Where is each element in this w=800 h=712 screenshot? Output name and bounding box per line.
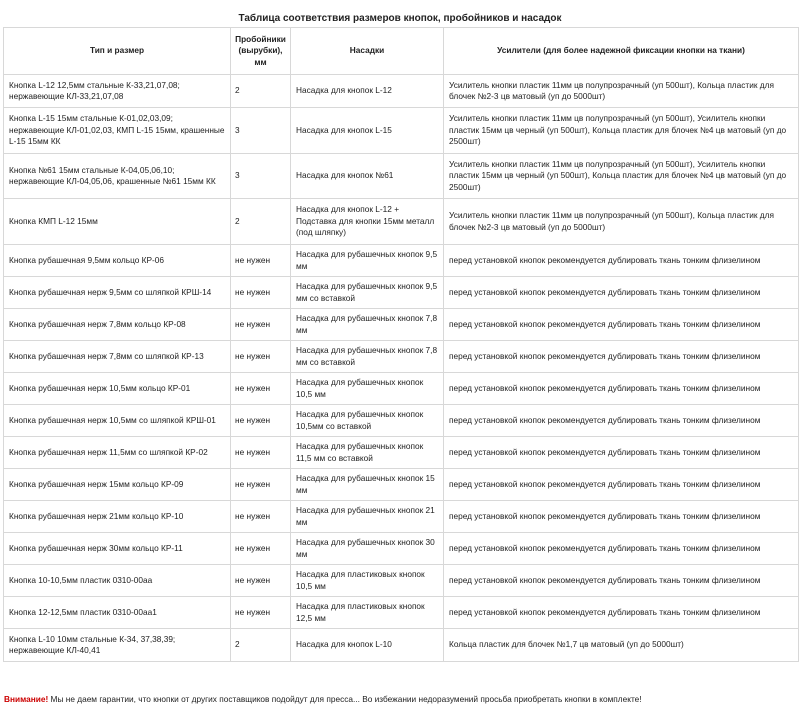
cell-nozzle: Насадка для кнопок L-12 + Подставка для кнопки 15мм металл (под шляпку) [291, 199, 444, 245]
warning-text: Мы не даем гарантии, что кнопки от других поставщиков подойдут для пресса... Во избежании недоразумений просьба приобретать кнопки в комплекте! [48, 694, 642, 704]
cell-punch: не нужен [231, 469, 291, 501]
cell-punch: не нужен [231, 245, 291, 277]
cell-type: Кнопка L-10 10мм стальные К-34, 37,38,39; нержавеющие КЛ-40,41 [4, 629, 231, 662]
cell-nozzle: Насадка для пластиковых кнопок 10,5 мм [291, 565, 444, 597]
cell-reinforcer: перед установкой кнопок рекомендуется дублировать ткань тонким флизелином [444, 373, 799, 405]
cell-reinforcer: перед установкой кнопок рекомендуется дублировать ткань тонким флизелином [444, 437, 799, 469]
cell-reinforcer: Усилитель кнопки пластик 11мм цв полупрозрачный (уп 500шт), Кольца пластик для блочек №2-3 цв матовый (уп до 5000шт) [444, 75, 799, 108]
table-row [4, 533, 799, 565]
cell-punch: не нужен [231, 405, 291, 437]
cell-reinforcer: перед установкой кнопок рекомендуется дублировать ткань тонким флизелином [444, 245, 799, 277]
cell-type: Кнопка рубашечная нерж 7,8мм кольцо КР-08 [4, 309, 231, 341]
table-row [4, 597, 799, 629]
table-row [4, 245, 799, 277]
table-row [4, 565, 799, 597]
compatibility-table [3, 27, 799, 662]
cell-reinforcer: перед установкой кнопок рекомендуется дублировать ткань тонким флизелином [444, 597, 799, 629]
cell-nozzle: Насадка для рубашечных кнопок 21 мм [291, 501, 444, 533]
cell-reinforcer: Усилитель кнопки пластик 11мм цв полупрозрачный (уп 500шт), Усилитель кнопки пластик 15мм цв черный (уп 500шт), Кольца пластик для блочек №4 цв матовый (уп до 2500шт) [444, 108, 799, 154]
table-row [4, 405, 799, 437]
cell-punch: не нужен [231, 437, 291, 469]
header-nozzles: Насадки [291, 28, 444, 75]
cell-punch: не нужен [231, 565, 291, 597]
cell-reinforcer: перед установкой кнопок рекомендуется дублировать ткань тонким флизелином [444, 405, 799, 437]
cell-punch: 2 [231, 629, 291, 662]
cell-nozzle: Насадка для пластиковых кнопок 12,5 мм [291, 597, 444, 629]
cell-nozzle: Насадка для рубашечных кнопок 11,5 мм со вставкой [291, 437, 444, 469]
cell-nozzle: Насадка для кнопок №61 [291, 154, 444, 199]
footer-notice [4, 694, 798, 705]
cell-reinforcer: перед установкой кнопок рекомендуется дублировать ткань тонким флизелином [444, 309, 799, 341]
header-punches: Пробойники (вырубки), мм [231, 28, 291, 75]
table-row [4, 309, 799, 341]
cell-reinforcer: Усилитель кнопки пластик 11мм цв полупрозрачный (уп 500шт), Кольца пластик для блочек №2-3 цв матовый (уп до 5000шт) [444, 199, 799, 245]
cell-nozzle: Насадка для рубашечных кнопок 30 мм [291, 533, 444, 565]
cell-nozzle: Насадка для кнопок L-12 [291, 75, 444, 108]
table-row [4, 154, 799, 199]
cell-nozzle: Насадка для рубашечных кнопок 7,8 мм со вставкой [291, 341, 444, 373]
cell-nozzle: Насадка для рубашечных кнопок 9,5 мм со вставкой [291, 277, 444, 309]
cell-punch: не нужен [231, 373, 291, 405]
table-row [4, 373, 799, 405]
header-type-size: Тип и размер [4, 28, 231, 75]
table-row [4, 341, 799, 373]
table-row [4, 629, 799, 662]
cell-punch: 3 [231, 108, 291, 154]
cell-punch: не нужен [231, 597, 291, 629]
table-row [4, 501, 799, 533]
cell-reinforcer: Усилитель кнопки пластик 11мм цв полупрозрачный (уп 500шт), Усилитель кнопки пластик 15мм цв черный (уп 500шт), Кольца пластик для блочек №4 цв матовый (уп до 2500шт) [444, 154, 799, 199]
cell-type: Кнопка L-12 12,5мм стальные К-33,21,07,08; нержавеющие КЛ-33,21,07,08 [4, 75, 231, 108]
cell-type: Кнопка L-15 15мм стальные К-01,02,03,09; нержавеющие КЛ-01,02,03, КМП L-15 15мм, крашенные L-15 15мм КК [4, 108, 231, 154]
table-row [4, 469, 799, 501]
cell-type: Кнопка рубашечная нерж 10,5мм кольцо КР-01 [4, 373, 231, 405]
cell-nozzle: Насадка для рубашечных кнопок 15 мм [291, 469, 444, 501]
cell-reinforcer: перед установкой кнопок рекомендуется дублировать ткань тонким флизелином [444, 533, 799, 565]
cell-punch: 2 [231, 199, 291, 245]
cell-punch: 2 [231, 75, 291, 108]
cell-type: Кнопка рубашечная нерж 7,8мм со шляпкой КР-13 [4, 341, 231, 373]
cell-nozzle: Насадка для рубашечных кнопок 7,8 мм [291, 309, 444, 341]
table-row [4, 199, 799, 245]
table-header-row [4, 28, 799, 75]
cell-reinforcer: перед установкой кнопок рекомендуется дублировать ткань тонким флизелином [444, 565, 799, 597]
cell-reinforcer: перед установкой кнопок рекомендуется дублировать ткань тонким флизелином [444, 277, 799, 309]
cell-type: Кнопка рубашечная нерж 21мм кольцо КР-10 [4, 501, 231, 533]
cell-reinforcer: Кольца пластик для блочек №1,7 цв матовый (уп до 5000шт) [444, 629, 799, 662]
cell-type: Кнопка №61 15мм стальные К-04,05,06,10; нержавеющие КЛ-04,05,06, крашенные №61 15мм КК [4, 154, 231, 199]
cell-type: Кнопка КМП L-12 15мм [4, 199, 231, 245]
cell-type: Кнопка рубашечная нерж 30мм кольцо КР-11 [4, 533, 231, 565]
cell-punch: 3 [231, 154, 291, 199]
cell-punch: не нужен [231, 277, 291, 309]
cell-punch: не нужен [231, 533, 291, 565]
cell-type: Кнопка рубашечная нерж 11,5мм со шляпкой КР-02 [4, 437, 231, 469]
cell-type: Кнопка рубашечная 9,5мм кольцо КР-06 [4, 245, 231, 277]
cell-punch: не нужен [231, 501, 291, 533]
table-row [4, 437, 799, 469]
cell-nozzle: Насадка для кнопок L-15 [291, 108, 444, 154]
cell-nozzle: Насадка для рубашечных кнопок 10,5 мм [291, 373, 444, 405]
cell-punch: не нужен [231, 309, 291, 341]
cell-reinforcer: перед установкой кнопок рекомендуется дублировать ткань тонким флизелином [444, 501, 799, 533]
cell-reinforcer: перед установкой кнопок рекомендуется дублировать ткань тонким флизелином [444, 469, 799, 501]
cell-nozzle: Насадка для рубашечных кнопок 9,5 мм [291, 245, 444, 277]
cell-punch: не нужен [231, 341, 291, 373]
table-row [4, 277, 799, 309]
cell-type: Кнопка рубашечная нерж 15мм кольцо КР-09 [4, 469, 231, 501]
cell-type: Кнопка рубашечная нерж 10,5мм со шляпкой КРШ-01 [4, 405, 231, 437]
warning-label: Внимание! [4, 694, 49, 704]
cell-type: Кнопка 12-12,5мм пластик 0310-00аа1 [4, 597, 231, 629]
table-row [4, 75, 799, 108]
cell-reinforcer: перед установкой кнопок рекомендуется дублировать ткань тонким флизелином [444, 341, 799, 373]
header-reinforcers: Усилители (для более надежной фиксации кнопки на ткани) [444, 28, 799, 75]
cell-nozzle: Насадка для рубашечных кнопок 10,5мм со вставкой [291, 405, 444, 437]
page-title: Таблица соответствия размеров кнопок, пробойников и насадок [238, 13, 562, 24]
cell-type: Кнопка 10-10,5мм пластик 0310-00аа [4, 565, 231, 597]
cell-nozzle: Насадка для кнопок L-10 [291, 629, 444, 662]
cell-type: Кнопка рубашечная нерж 9,5мм со шляпкой КРШ-14 [4, 277, 231, 309]
table-row [4, 108, 799, 154]
